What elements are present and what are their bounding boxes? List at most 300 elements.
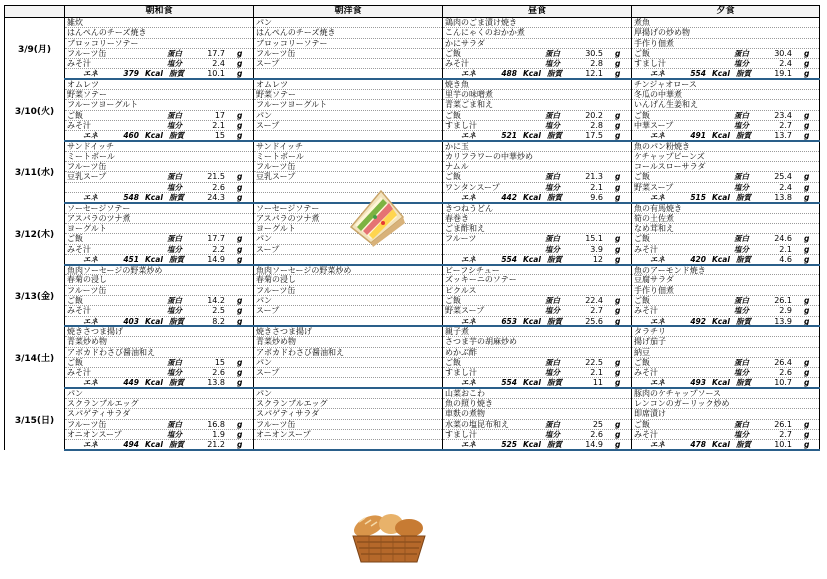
kcal-unit: Kcal: [145, 378, 163, 388]
menu-line: [254, 358, 442, 367]
menu-line: [632, 183, 819, 192]
day-row: [5, 131, 820, 141]
protein-label: 蛋白: [734, 172, 749, 182]
menu-cell: [443, 172, 632, 182]
dish-name: はんぺんのチーズ焼き: [256, 28, 336, 38]
menu-line: [443, 306, 631, 315]
menu-cell: [65, 38, 254, 48]
date-cell: 3/10(火): [5, 79, 65, 141]
dish-name: ご飯: [445, 296, 461, 306]
menu-cell: [65, 172, 254, 182]
salt-label: 塩分: [734, 429, 749, 439]
dish-name: スパゲティサラダ: [256, 409, 320, 419]
menu-line: [254, 327, 442, 336]
protein-label: 蛋白: [545, 419, 560, 429]
dish-name: ご飯: [634, 110, 650, 120]
menu-cell: [443, 120, 632, 130]
menu-cell: [443, 162, 632, 172]
kcal-unit: Kcal: [523, 378, 541, 388]
salt-label: 塩分: [545, 182, 560, 192]
dish-name: アボカドわさび醤油和え: [67, 347, 155, 357]
header-dinner: 夕食: [632, 6, 820, 18]
day-row: [5, 151, 820, 161]
menu-cell: [254, 110, 443, 120]
kcal-unit: Kcal: [523, 316, 541, 326]
menu-line: [443, 183, 631, 192]
protein-value: 15.1: [585, 234, 603, 244]
salt-label: 塩分: [167, 429, 182, 439]
fat-label: 脂質: [169, 440, 184, 450]
menu-line: [65, 306, 253, 315]
menu-cell: [443, 388, 632, 398]
fat-label: 脂質: [736, 440, 751, 450]
dish-name: 豚肉のケチャップソース: [634, 389, 722, 399]
gram-unit: g: [804, 120, 810, 130]
header-western-breakfast: 朝洋食: [254, 6, 443, 18]
menu-line: [443, 266, 631, 275]
dish-name: ケチャップビーンズ: [634, 151, 705, 161]
menu-line: [443, 162, 631, 171]
menu-line: [65, 152, 253, 161]
menu-cell: [254, 275, 443, 285]
salt-value: 2.1: [590, 182, 603, 192]
dish-name: オニオンスープ: [67, 429, 122, 439]
salt-label: 塩分: [167, 368, 182, 378]
energy-label: エネ: [650, 378, 665, 388]
menu-cell: [443, 429, 632, 439]
date-cell: 3/9(月): [5, 18, 65, 80]
kcal-unit: Kcal: [712, 254, 730, 264]
menu-line: [632, 152, 819, 161]
dish-name: ご飯: [634, 296, 650, 306]
energy-value: 488: [501, 69, 517, 79]
energy-label: エネ: [83, 378, 98, 388]
gram-unit: g: [615, 120, 621, 130]
date-cell: 3/15(日): [5, 388, 65, 450]
menu-cell: [632, 244, 820, 254]
protein-value: 26.1: [774, 419, 792, 429]
energy-label: エネ: [83, 131, 98, 141]
menu-line: [443, 286, 631, 295]
protein-label: 蛋白: [545, 234, 560, 244]
energy-value: 403: [123, 316, 139, 326]
protein-value: 24.6: [774, 234, 792, 244]
menu-line: [632, 399, 819, 408]
day-row: [5, 59, 820, 69]
energy-label: エネ: [650, 316, 665, 326]
dish-name: ご飯: [445, 48, 461, 58]
fat-label: 脂質: [736, 254, 751, 264]
menu-line: [632, 100, 819, 109]
day-row: [5, 120, 820, 130]
gram-unit: g: [804, 357, 810, 367]
energy-label: エネ: [461, 131, 476, 141]
menu-line: [632, 162, 819, 171]
menu-cell: [632, 275, 820, 285]
gram-unit: g: [804, 110, 810, 120]
menu-line: [632, 224, 819, 233]
dish-name: ご飯: [634, 419, 650, 429]
salt-label: 塩分: [734, 244, 749, 254]
day-row: [5, 141, 820, 151]
menu-cell: [443, 182, 632, 192]
menu-line: [65, 49, 253, 58]
dish-name: ご飯: [67, 357, 83, 367]
gram-unit: g: [615, 131, 621, 141]
day-row: [5, 440, 820, 450]
salt-label: 塩分: [545, 120, 560, 130]
menu-cell: [443, 234, 632, 244]
energy-value: 379: [123, 69, 139, 79]
menu-line: [65, 100, 253, 109]
dish-name: 野菜ソテー: [256, 90, 296, 100]
menu-cell: [65, 59, 254, 69]
menu-cell: [254, 368, 443, 378]
gram-unit: g: [615, 357, 621, 367]
fat-value: 9.6: [590, 193, 603, 203]
dish-name: ズッキーニのソテー: [445, 275, 517, 285]
fat-value: 13.8: [207, 378, 225, 388]
dish-name: タラチリ: [634, 327, 666, 337]
menu-line: [65, 214, 253, 223]
menu-line: [632, 275, 819, 284]
energy-value: 492: [690, 316, 706, 326]
dish-name: フルーツ缶: [67, 285, 107, 295]
protein-label: 蛋白: [167, 296, 182, 306]
menu-line: [443, 49, 631, 58]
menu-line: [254, 172, 442, 181]
menu-line: [254, 399, 442, 408]
menu-line: [632, 327, 819, 336]
dish-name: ご飯: [634, 234, 650, 244]
menu-cell: [632, 357, 820, 367]
dish-name: 焼き魚: [445, 80, 469, 90]
menu-line: [443, 214, 631, 223]
menu-cell: [65, 79, 254, 89]
dish-name: パン: [67, 389, 83, 399]
menu-line: [632, 59, 819, 68]
fat-value: 4.6: [779, 254, 792, 264]
kcal-unit: Kcal: [712, 193, 730, 203]
dish-name: ミートボール: [256, 151, 304, 161]
gram-unit: g: [804, 48, 810, 58]
menu-cell: [443, 79, 632, 89]
menu-sheet: [4, 5, 819, 451]
fat-label: 脂質: [169, 131, 184, 141]
menu-cell: [65, 203, 254, 213]
menu-cell: [443, 193, 632, 203]
gram-unit: g: [804, 182, 810, 192]
fat-value: 13.7: [774, 131, 792, 141]
salt-label: 塩分: [545, 368, 560, 378]
dish-name: 青菜ごま和え: [445, 100, 493, 110]
header-lunch: 昼食: [443, 6, 632, 18]
fat-value: 12: [592, 254, 603, 264]
fat-value: 17.5: [585, 131, 603, 141]
dish-name: パン: [256, 18, 272, 27]
dish-name: カリフラワーの中華炒め: [445, 151, 533, 161]
dish-name: 魚のアーモンド焼き: [634, 265, 706, 275]
menu-cell: [443, 316, 632, 326]
fat-value: 14.9: [207, 254, 225, 264]
day-row: [5, 378, 820, 388]
gram-unit: g: [804, 234, 810, 244]
menu-line: [632, 172, 819, 181]
menu-cell: [65, 306, 254, 316]
menu-line: [443, 389, 631, 398]
menu-cell: [254, 151, 443, 161]
dish-name: いんげん生姜和え: [634, 100, 698, 110]
dish-name: スクランブルエッグ: [67, 398, 139, 408]
menu-cell: [443, 285, 632, 295]
dish-name: スープ: [256, 59, 280, 69]
dish-name: みそ汁: [445, 59, 469, 69]
dish-name: オムレツ: [67, 80, 99, 90]
date-cell: 3/13(金): [5, 265, 65, 327]
menu-cell: [254, 120, 443, 130]
gram-unit: g: [615, 254, 621, 264]
menu-cell: [443, 28, 632, 38]
gram-unit: g: [237, 429, 243, 439]
menu-line: [443, 100, 631, 109]
dish-name: サンドイッチ: [67, 142, 115, 152]
menu-line: [65, 327, 253, 336]
day-row: [5, 110, 820, 120]
menu-line: [443, 172, 631, 181]
gram-unit: g: [237, 172, 243, 182]
menu-line: [65, 59, 253, 68]
kcal-unit: Kcal: [145, 193, 163, 203]
menu-cell: [254, 90, 443, 100]
dish-name: 揚げ茄子: [634, 337, 666, 347]
dish-name: パン: [256, 296, 272, 306]
protein-label: 蛋白: [167, 172, 182, 182]
salt-value: 2.7: [590, 306, 603, 316]
salt-value: 1.9: [212, 429, 225, 439]
menu-cell: [443, 265, 632, 275]
menu-line: [65, 245, 253, 254]
dish-name: みそ汁: [67, 59, 91, 69]
dish-name: かにサラダ: [445, 38, 485, 48]
dish-name: サンドイッチ: [256, 142, 304, 152]
menu-cell: [632, 203, 820, 213]
menu-cell: [65, 429, 254, 439]
dish-name: フルーツヨーグルト: [256, 100, 328, 110]
dish-name: 山菜おこわ: [445, 389, 485, 399]
fat-value: 19.1: [774, 69, 792, 79]
protein-value: 15: [214, 357, 225, 367]
menu-line: [632, 234, 819, 243]
dish-name: ごま酢和え: [445, 223, 485, 233]
dish-name: パン: [256, 357, 272, 367]
dish-name: 魚の照り焼き: [445, 398, 493, 408]
menu-line: [443, 368, 631, 377]
dish-name: めかぶ酢: [445, 347, 477, 357]
gram-unit: g: [804, 193, 810, 203]
dish-name: 煮魚: [634, 18, 650, 27]
gram-unit: g: [237, 296, 243, 306]
gram-unit: g: [615, 59, 621, 69]
dish-name: 車麩の煮物: [445, 409, 485, 419]
dish-name: すまし汁: [445, 429, 477, 439]
gram-unit: g: [237, 378, 243, 388]
fat-label: 脂質: [547, 193, 562, 203]
protein-value: 16.8: [207, 419, 225, 429]
gram-unit: g: [615, 182, 621, 192]
menu-cell: [632, 69, 820, 79]
menu-line: [254, 409, 442, 418]
protein-value: 21.3: [585, 172, 603, 182]
fat-label: 脂質: [547, 316, 562, 326]
menu-cell: [65, 151, 254, 161]
kcal-unit: Kcal: [145, 316, 163, 326]
menu-cell: [632, 141, 820, 151]
menu-cell: [254, 316, 443, 326]
salt-value: 2.6: [212, 368, 225, 378]
menu-line: [443, 204, 631, 213]
menu-line: [443, 430, 631, 439]
menu-line: [443, 28, 631, 37]
dish-name: みそ汁: [634, 429, 658, 439]
dish-name: フルーツ缶: [256, 48, 296, 58]
menu-cell: [254, 100, 443, 110]
protein-label: 蛋白: [167, 110, 182, 120]
kcal-unit: Kcal: [712, 440, 730, 450]
menu-cell: [65, 378, 254, 388]
kcal-unit: Kcal: [145, 254, 163, 264]
salt-label: 塩分: [545, 429, 560, 439]
energy-label: エネ: [461, 378, 476, 388]
energy-label: エネ: [83, 193, 98, 203]
gram-unit: g: [804, 69, 810, 79]
menu-line: [65, 296, 253, 305]
protein-label: 蛋白: [734, 296, 749, 306]
dish-name: みそ汁: [634, 306, 658, 316]
dish-name: スクランブルエッグ: [256, 398, 328, 408]
menu-cell: [632, 316, 820, 326]
menu-cell: [632, 18, 820, 28]
menu-line: [65, 389, 253, 398]
menu-line: [65, 39, 253, 48]
menu-line: [254, 286, 442, 295]
sandwich-icon: [341, 187, 413, 249]
protein-label: 蛋白: [545, 172, 560, 182]
dish-name: ビーフシチュー: [445, 265, 500, 275]
menu-cell: [632, 193, 820, 203]
dish-name: さつま芋の胡麻炒め: [445, 337, 517, 347]
protein-value: 17: [214, 110, 225, 120]
menu-line: [443, 234, 631, 243]
menu-line: [632, 28, 819, 37]
menu-line: [632, 245, 819, 254]
dish-name: ソーセージソテー: [256, 203, 320, 213]
salt-value: 2.8: [590, 120, 603, 130]
dish-name: フルーツ: [445, 234, 477, 244]
fat-value: 15: [214, 131, 225, 141]
menu-cell: [65, 131, 254, 141]
salt-label: 塩分: [734, 182, 749, 192]
dish-name: パン: [256, 110, 272, 120]
menu-line: [443, 337, 631, 346]
menu-cell: [65, 440, 254, 450]
day-row: [5, 368, 820, 378]
dish-name: かに玉: [445, 142, 469, 152]
day-row: [5, 69, 820, 79]
menu-cell: [632, 223, 820, 233]
menu-cell: [632, 28, 820, 38]
menu-cell: [65, 296, 254, 306]
gram-unit: g: [615, 296, 621, 306]
fat-label: 脂質: [169, 193, 184, 203]
menu-line: [443, 348, 631, 357]
day-row: [5, 337, 820, 347]
menu-cell: [254, 254, 443, 264]
fat-label: 脂質: [736, 131, 751, 141]
bread-basket-icon: [347, 510, 431, 564]
menu-line: [254, 39, 442, 48]
gram-unit: g: [237, 234, 243, 244]
menu-cell: [632, 79, 820, 89]
menu-line: [443, 121, 631, 130]
gram-unit: g: [804, 440, 810, 450]
dish-name: ご飯: [445, 110, 461, 120]
dish-name: オニオンスープ: [256, 429, 311, 439]
gram-unit: g: [237, 440, 243, 450]
gram-unit: g: [615, 69, 621, 79]
day-row: [5, 296, 820, 306]
menu-line: [65, 111, 253, 120]
menu-line: [632, 296, 819, 305]
menu-line: [65, 172, 253, 181]
protein-label: 蛋白: [167, 234, 182, 244]
dish-name: フルーツヨーグルト: [67, 100, 139, 110]
salt-value: 2.1: [590, 368, 603, 378]
dish-name: きつねうどん: [445, 203, 493, 213]
gram-unit: g: [237, 368, 243, 378]
energy-value: 494: [123, 440, 139, 450]
menu-cell: [254, 296, 443, 306]
menu-cell: [632, 306, 820, 316]
energy-value: 653: [501, 316, 517, 326]
fat-value: 24.3: [207, 193, 225, 203]
menu-cell: [65, 100, 254, 110]
salt-value: 2.2: [212, 244, 225, 254]
dish-name: 野菜スープ: [445, 306, 485, 316]
menu-cell: [65, 326, 254, 336]
menu-cell: [443, 100, 632, 110]
salt-value: 2.1: [779, 244, 792, 254]
menu-line: [254, 348, 442, 357]
menu-line: [632, 80, 819, 89]
dish-name: 筍の土佐煮: [634, 213, 674, 223]
dish-name: 中華スープ: [634, 120, 674, 130]
dish-name: みそ汁: [634, 244, 658, 254]
dish-name: ブロッコリーソテー: [67, 38, 139, 48]
dish-name: すまし汁: [445, 368, 477, 378]
gram-unit: g: [237, 244, 243, 254]
dish-name: アスパラのツナ煮: [256, 213, 320, 223]
menu-cell: [65, 213, 254, 223]
dish-name: 即席漬け: [634, 409, 666, 419]
fat-value: 10.7: [774, 378, 792, 388]
menu-line: [443, 358, 631, 367]
menu-line: [65, 162, 253, 171]
menu-line: [632, 348, 819, 357]
menu-line: [65, 430, 253, 439]
dish-name: 親子煮: [445, 327, 469, 337]
kcal-unit: Kcal: [712, 378, 730, 388]
salt-value: 2.4: [779, 59, 792, 69]
